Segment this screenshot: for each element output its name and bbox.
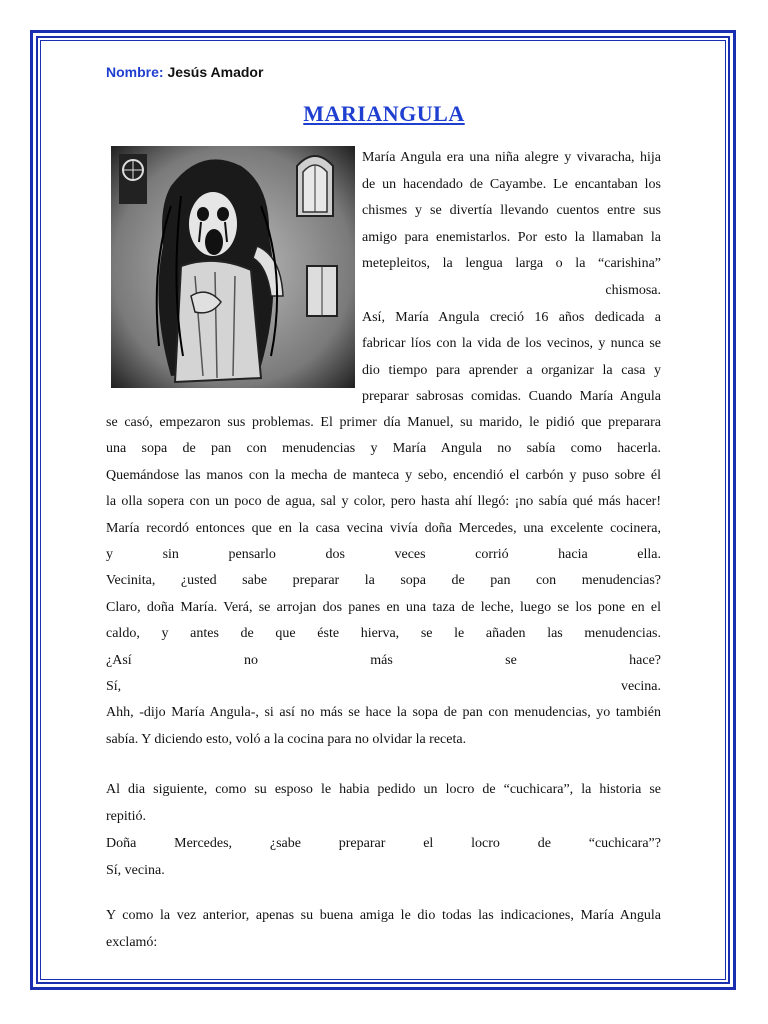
text-line: María recordó entonces que en la casa vecina vivía doña Mercedes, una excelente cocinera, bbox=[106, 520, 661, 536]
name-value: Jesús Amador bbox=[167, 64, 264, 80]
text-line: repitió. bbox=[106, 809, 147, 824]
text-line: Vecinita, ¿usted sabe preparar la sopa de pan con menudencias? bbox=[106, 573, 661, 589]
text-line: Doña Mercedes, ¿sabe preparar el locro de “cuchicara”? bbox=[106, 836, 661, 851]
text-line: sabía. Y diciendo esto, voló a la cocina para no olvidar la receta. bbox=[106, 731, 467, 747]
second-paragraph bbox=[106, 776, 661, 884]
text-line: Sí, vecina. bbox=[106, 863, 165, 878]
author-line bbox=[106, 64, 263, 80]
text-line: Al dia siguiente, como su esposo le habia pedido un locro de “cuchicara”, la historia se bbox=[106, 782, 661, 797]
text-line: Sí, vecina. bbox=[106, 679, 661, 695]
text-line: una sopa de pan con menudencias y María Angula no sabía como hacerla. bbox=[106, 441, 661, 457]
text-line: preparar sabrosas comidas. Cuando María Angula bbox=[362, 389, 661, 405]
text-line: fabricar líos con la vida de los vecinos, y nunca se bbox=[362, 336, 661, 352]
text-line: dio tiempo para aprender a organizar la casa y bbox=[362, 362, 661, 378]
name-label: Nombre: bbox=[106, 64, 164, 80]
text-line: María Angula era una niña alegre y vivaracha, hija bbox=[362, 150, 661, 165]
text-line: de un hacendado de Cayambe. Le encantaban los bbox=[362, 176, 661, 192]
text-line: chismes y se divertía llevando cuentos entre sus bbox=[362, 203, 661, 219]
text-line: ¿Así no más se hace? bbox=[106, 652, 661, 668]
intro-paragraph bbox=[362, 145, 661, 411]
text-line: se casó, empezaron sus problemas. El primer día Manuel, su marido, le pidió que preparara bbox=[106, 415, 661, 430]
text-line: y sin pensarlo dos veces corrió hacia ella. bbox=[106, 547, 661, 563]
text-line: metepleitos, la lengua larga o la “carishina” bbox=[362, 256, 661, 272]
text-line: Ahh, -dijo María Angula-, si así no más se hace la sopa de pan con menudencias, yo también bbox=[106, 705, 661, 721]
drawing-of-screaming-girl-icon bbox=[111, 146, 355, 388]
text-line: Quemándose las manos con la mecha de manteca y sebo, encendió el carbón y puso sobre él bbox=[106, 467, 661, 483]
text-line: chismosa. bbox=[605, 282, 661, 298]
text-line: amigo para enemistarlos. Por esto la llamaban la bbox=[362, 229, 661, 245]
text-line: caldo, y antes de que éste hierva, se le añaden las menudencias. bbox=[106, 626, 661, 642]
text-line: Claro, doña María. Verá, se arrojan dos panes en una taza de leche, luego se los pone en el bbox=[106, 599, 661, 615]
text-line: la olla sopera con un poco de agua, sal y color, pero hasta ahí llegó: ¡no sabía qué más hacer! bbox=[106, 494, 661, 510]
text-line: exclamó: bbox=[106, 935, 158, 950]
third-paragraph bbox=[106, 902, 661, 956]
text-line: Así, María Angula creció 16 años dedicada a bbox=[362, 309, 661, 325]
story-paragraph bbox=[106, 410, 661, 753]
text-line: Y como la vez anterior, apenas su buena amiga le dio todas las indicaciones, María Angula bbox=[106, 908, 661, 923]
page-title: MARIANGULA bbox=[303, 101, 465, 126]
